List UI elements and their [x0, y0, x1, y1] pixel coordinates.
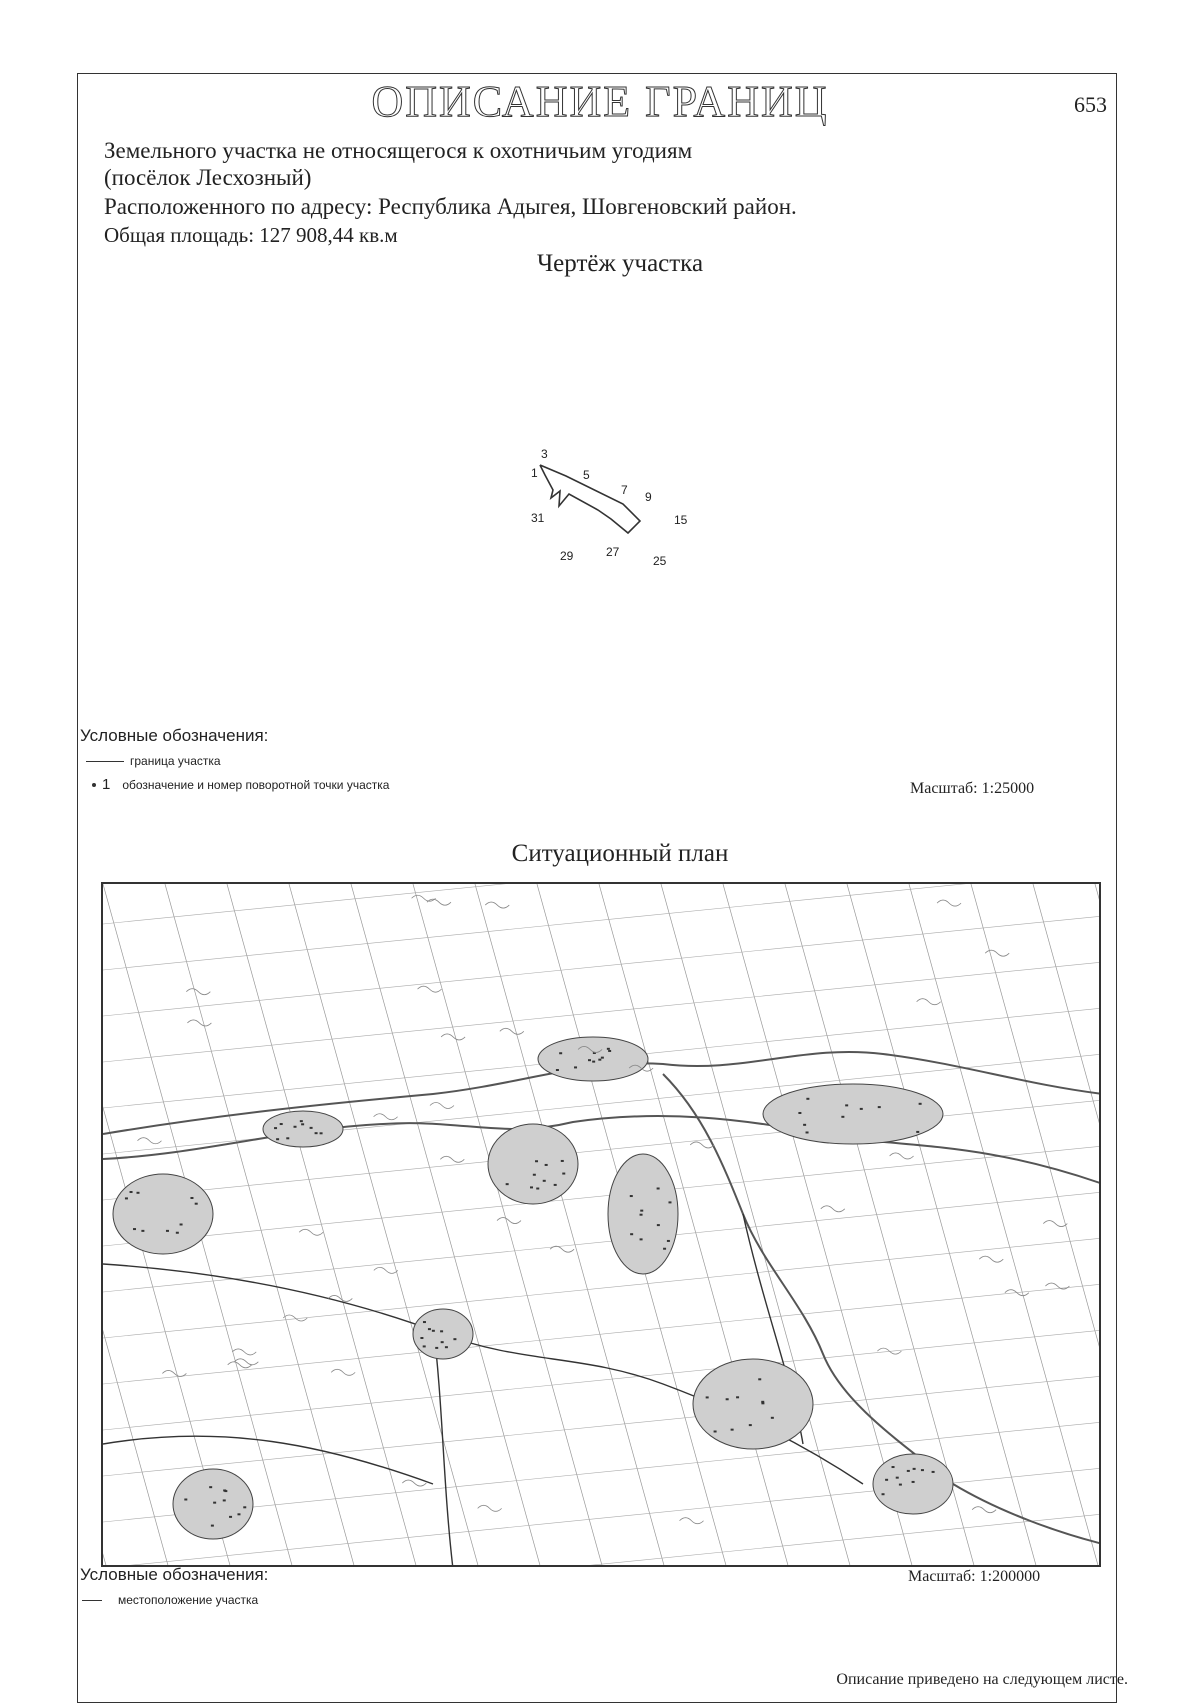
building	[882, 1493, 885, 1495]
building	[562, 1173, 565, 1175]
contour-mark	[979, 1256, 1003, 1262]
building	[845, 1104, 848, 1106]
building	[133, 1228, 136, 1230]
building	[432, 1330, 435, 1332]
building	[176, 1232, 179, 1234]
contour-mark	[890, 1153, 914, 1159]
contour-mark	[1043, 1221, 1067, 1227]
building	[640, 1210, 643, 1212]
contour-mark	[1045, 1283, 1069, 1289]
settlement	[413, 1309, 473, 1359]
point-label: 1	[531, 466, 538, 480]
building	[607, 1048, 610, 1050]
situation-map	[101, 882, 1101, 1567]
building	[195, 1203, 198, 1205]
contour-mark	[228, 1362, 252, 1368]
contour-mark	[412, 895, 436, 901]
building	[428, 1328, 431, 1330]
field-grid-line	[1033, 884, 1101, 1567]
field-grid-line	[103, 1146, 1101, 1246]
field-grid-line	[103, 1192, 1101, 1292]
parcel-boundary	[540, 465, 640, 533]
contour-mark	[234, 1359, 258, 1365]
field-grid-line	[289, 884, 479, 1567]
building	[630, 1195, 633, 1197]
building	[798, 1112, 801, 1114]
contour-mark	[137, 1138, 161, 1144]
contour-mark	[427, 899, 451, 905]
contour-mark	[162, 1370, 186, 1376]
building	[535, 1160, 538, 1162]
building	[640, 1214, 643, 1216]
description-line-3: Расположенного по адресу: Республика Адыгея, Шовгеновский район.	[104, 194, 797, 219]
location-line-symbol	[82, 1600, 102, 1601]
building	[184, 1498, 187, 1500]
contour-mark	[497, 1218, 521, 1224]
settlement	[763, 1084, 943, 1144]
building	[657, 1224, 660, 1226]
settlement	[173, 1469, 253, 1539]
drawing-scale: Масштаб: 1:25000	[910, 780, 1035, 797]
building	[803, 1124, 806, 1126]
drawing-heading: Чертёж участка	[536, 250, 704, 277]
building	[899, 1484, 902, 1486]
contour-mark	[441, 1034, 465, 1040]
settlement	[693, 1359, 813, 1449]
building	[878, 1106, 881, 1108]
building	[130, 1191, 133, 1193]
building	[274, 1127, 277, 1129]
contour-mark	[418, 986, 442, 992]
contour-mark	[187, 1020, 211, 1026]
contour-mark	[430, 1102, 454, 1108]
building	[919, 1103, 922, 1105]
building	[668, 1201, 671, 1203]
legend-point	[84, 776, 389, 793]
building	[841, 1116, 844, 1118]
point-label: 29	[560, 549, 574, 563]
building	[896, 1477, 899, 1479]
settlement	[538, 1037, 648, 1081]
building	[286, 1137, 289, 1139]
contour-mark	[328, 1295, 352, 1301]
building	[561, 1160, 564, 1162]
field-grid-line	[103, 916, 1101, 1016]
drawing-legend-title: Условные обозначения:	[80, 726, 269, 745]
building	[726, 1398, 729, 1400]
road	[433, 1324, 453, 1567]
building	[559, 1052, 562, 1054]
building	[932, 1471, 935, 1473]
settlement	[113, 1174, 213, 1254]
field-grid-line	[103, 884, 1101, 924]
field-grid-line	[103, 1284, 1101, 1384]
point-label: 7	[621, 483, 628, 497]
contour-mark	[374, 1267, 398, 1273]
map-legend-title: Условные обозначения:	[80, 1565, 269, 1584]
field-grid-line	[227, 884, 417, 1567]
description-line-2: (посёлок Лесхозный)	[104, 165, 312, 190]
contour-mark	[1005, 1290, 1029, 1296]
building	[237, 1513, 240, 1515]
page-number: 653	[1074, 92, 1107, 117]
building	[588, 1059, 591, 1061]
building	[592, 1061, 595, 1063]
building	[630, 1233, 633, 1235]
building	[213, 1502, 216, 1504]
field-grid-line	[103, 1100, 1101, 1200]
building	[736, 1396, 739, 1398]
building	[608, 1050, 611, 1052]
point-label: 27	[606, 545, 620, 559]
building	[243, 1506, 246, 1508]
contour-mark	[690, 1142, 714, 1148]
footer-note: Описание приведено на следующем листе.	[836, 1671, 1128, 1688]
point-label: 3	[541, 447, 548, 461]
building	[714, 1430, 717, 1432]
contour-mark	[440, 1156, 464, 1162]
building	[667, 1240, 670, 1242]
parcel-drawing	[500, 440, 700, 590]
building	[749, 1424, 752, 1426]
building	[301, 1123, 304, 1125]
building	[300, 1120, 303, 1122]
settlement	[608, 1154, 678, 1274]
boundary-line-symbol	[86, 761, 124, 762]
building	[180, 1223, 183, 1225]
contour-mark	[186, 989, 210, 995]
field-grid-line	[351, 884, 541, 1567]
building	[441, 1341, 444, 1343]
building	[731, 1429, 734, 1431]
building	[706, 1396, 709, 1398]
building	[554, 1184, 557, 1186]
building	[921, 1469, 924, 1471]
field-grid-line	[103, 1238, 1101, 1338]
contour-mark	[877, 1348, 901, 1354]
point-label: 25	[653, 554, 667, 568]
point-label: 5	[583, 468, 590, 482]
map-scale: Масштаб: 1:200000	[908, 1568, 1041, 1585]
building	[423, 1321, 426, 1323]
field-grid-line	[661, 884, 851, 1567]
building	[423, 1345, 426, 1347]
building	[907, 1470, 910, 1472]
building	[453, 1338, 456, 1340]
building	[294, 1126, 297, 1128]
settlement	[488, 1124, 578, 1204]
building	[190, 1197, 193, 1199]
document-title: ОПИСАНИЕ ГРАНИЦ	[371, 77, 829, 126]
building	[556, 1069, 559, 1071]
topographic-map	[103, 884, 1101, 1567]
field-grid-line	[1095, 884, 1101, 1567]
building	[315, 1132, 318, 1134]
building	[892, 1466, 895, 1468]
contour-mark	[374, 1114, 398, 1120]
building	[280, 1123, 283, 1125]
building	[506, 1183, 509, 1185]
contour-mark	[821, 1206, 845, 1212]
building	[601, 1057, 604, 1059]
building	[125, 1197, 128, 1199]
building	[533, 1174, 536, 1176]
contour-mark	[500, 1028, 524, 1034]
building	[440, 1330, 443, 1332]
field-grid-line	[103, 884, 1101, 970]
field-grid-line	[103, 1376, 1101, 1476]
building	[136, 1192, 139, 1194]
building	[761, 1402, 764, 1404]
field-grid-line	[785, 884, 975, 1567]
field-grid-line	[413, 884, 603, 1567]
building	[912, 1481, 915, 1483]
legend-label: местоположение участка	[118, 1593, 259, 1607]
contour-mark	[550, 1246, 574, 1252]
contour-mark	[972, 1507, 996, 1513]
point-symbol	[92, 783, 96, 787]
point-label: 15	[674, 513, 688, 527]
legend-label: обозначение и номер поворотной точки участка	[122, 777, 390, 792]
field-grid-line	[103, 1330, 1101, 1430]
point-label: 9	[645, 490, 652, 504]
field-grid-line	[103, 1514, 1101, 1567]
building	[276, 1138, 279, 1140]
building	[758, 1378, 761, 1380]
contour-mark	[485, 902, 509, 908]
contour-mark	[680, 1518, 704, 1524]
building	[806, 1098, 809, 1100]
building	[885, 1479, 888, 1481]
building	[166, 1230, 169, 1232]
building	[860, 1108, 863, 1110]
field-grid-line	[103, 884, 107, 1567]
settlement	[873, 1454, 953, 1514]
building	[320, 1132, 323, 1134]
situation-plan-heading: Ситуационный план	[511, 840, 729, 867]
building	[543, 1180, 546, 1182]
building	[224, 1490, 227, 1492]
building	[223, 1499, 226, 1501]
building	[574, 1066, 577, 1068]
building	[598, 1059, 601, 1061]
contour-mark	[985, 950, 1009, 956]
building	[211, 1525, 214, 1527]
total-area: Общая площадь: 127 908,44 кв.м	[104, 223, 398, 247]
building	[310, 1127, 313, 1129]
building	[445, 1346, 448, 1348]
field-grid-line	[971, 884, 1101, 1567]
building	[806, 1131, 809, 1133]
building	[545, 1164, 548, 1166]
building	[530, 1186, 533, 1188]
building	[663, 1248, 666, 1250]
building	[657, 1187, 660, 1189]
contour-mark	[937, 900, 961, 906]
legend-boundary	[86, 754, 221, 768]
contour-mark	[478, 1505, 502, 1511]
contour-mark	[232, 1349, 256, 1355]
building	[640, 1238, 643, 1240]
building	[916, 1131, 919, 1133]
legend-label: граница участка	[130, 754, 221, 768]
building	[229, 1516, 232, 1518]
contour-mark	[331, 1369, 355, 1375]
building	[913, 1468, 916, 1470]
legend-location	[82, 1593, 258, 1607]
contour-mark	[917, 999, 941, 1005]
building	[771, 1417, 774, 1419]
building	[209, 1486, 212, 1488]
description-line-1: Земельного участка не относящегося к охотничьим угодиям	[104, 138, 693, 163]
building	[435, 1347, 438, 1349]
building	[141, 1230, 144, 1232]
road	[103, 1436, 433, 1484]
building	[536, 1188, 539, 1190]
legend-marker: 1	[102, 776, 111, 793]
building	[420, 1337, 423, 1339]
point-label: 31	[531, 511, 545, 525]
contour-mark	[299, 1229, 323, 1235]
